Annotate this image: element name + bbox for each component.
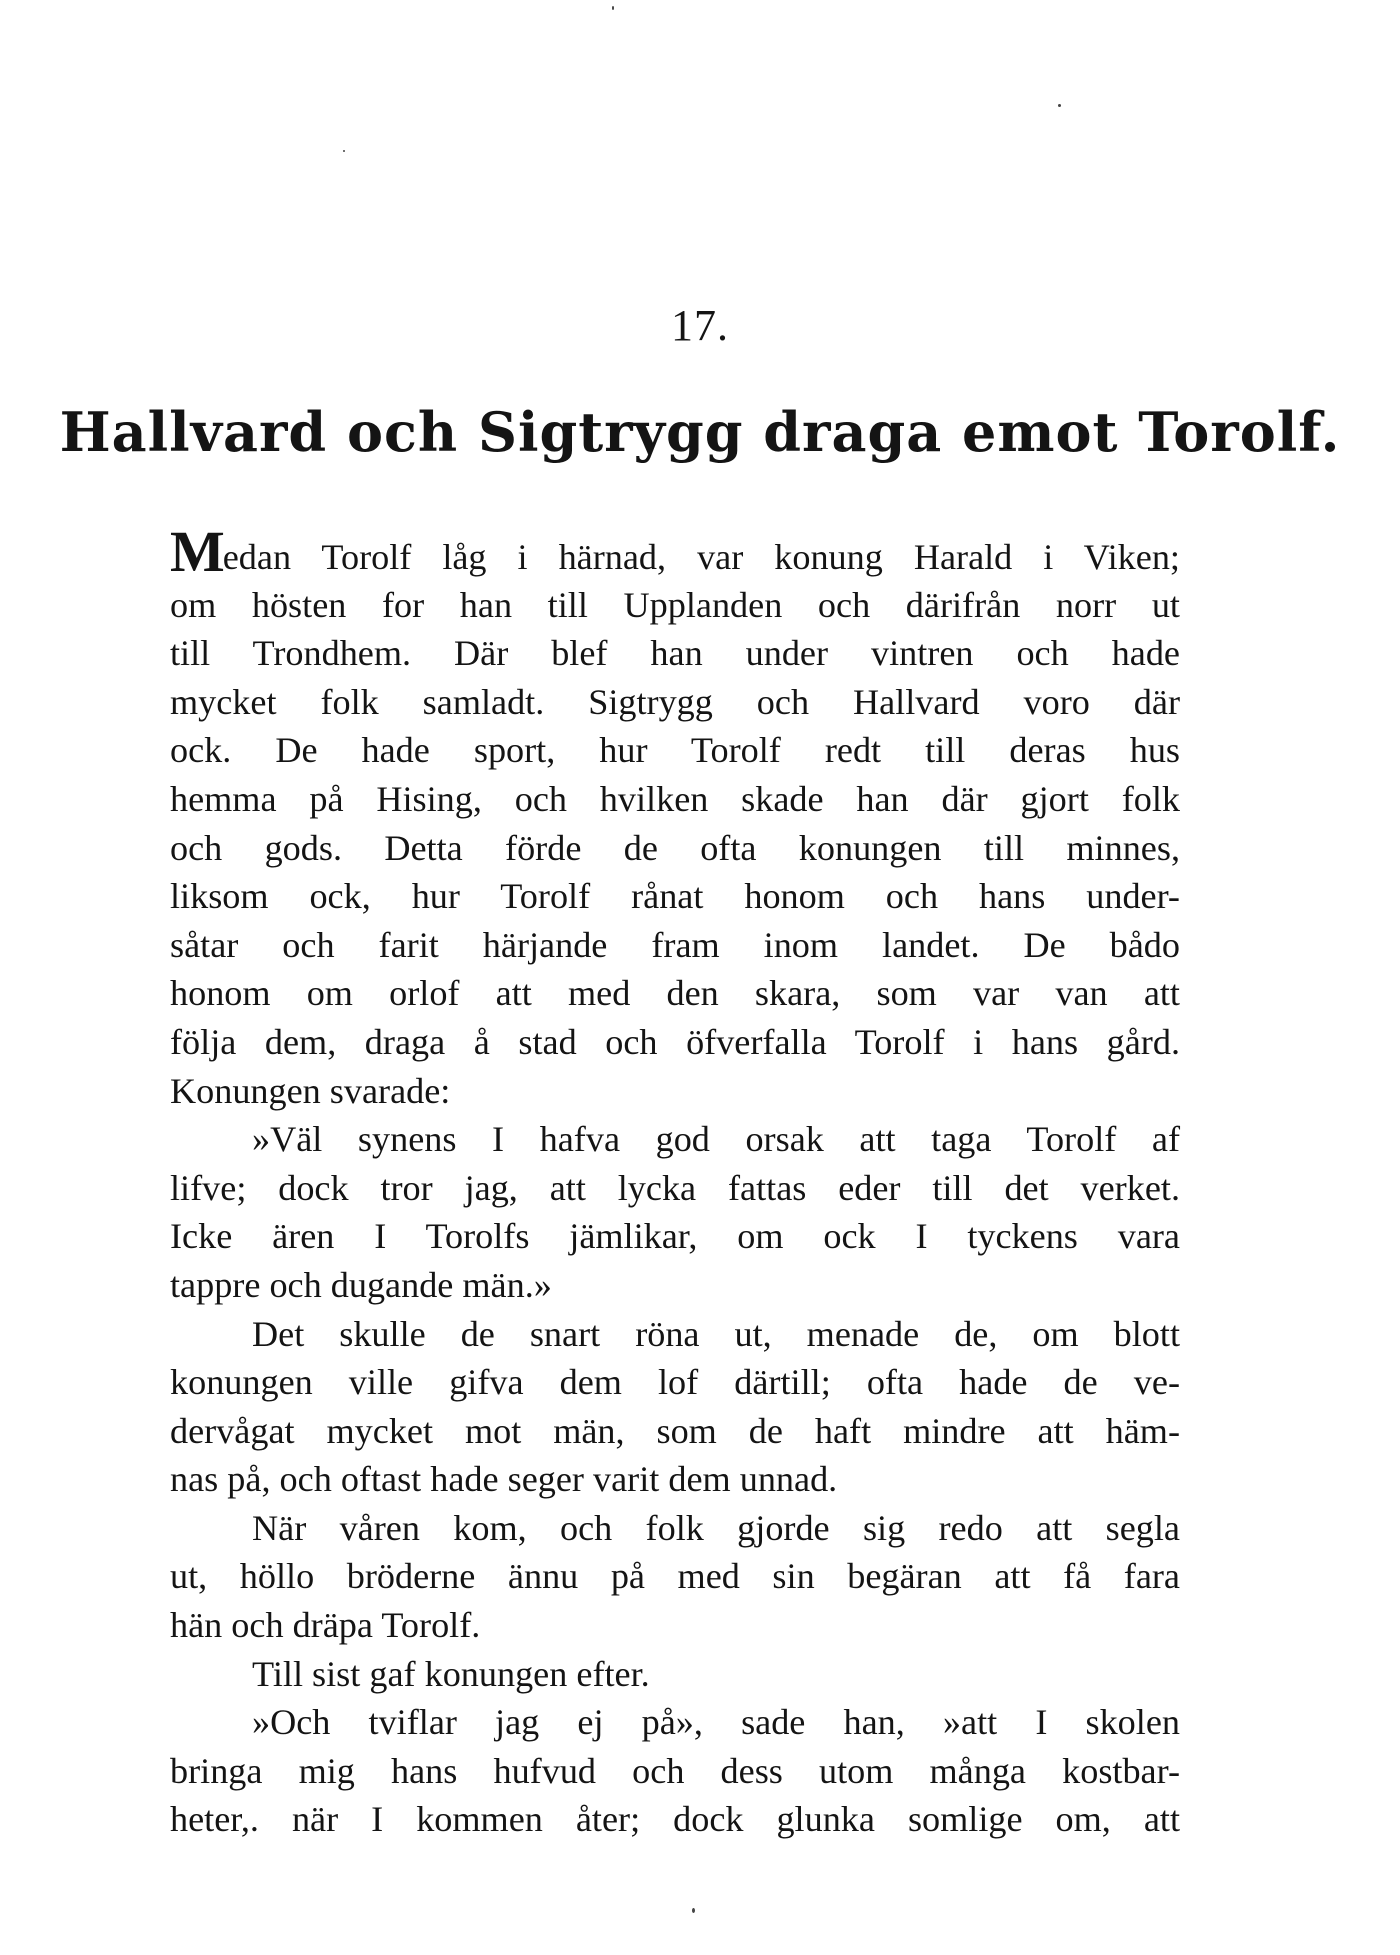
- text-line: och gods. Detta förde de ofta konungen till minnes,: [170, 827, 1180, 868]
- text-line: konungen ville gifva dem lof därtill; ofta hade de ve-: [170, 1362, 1180, 1403]
- text-line: liksom ock, hur Torolf rånat honom och hans under-: [170, 876, 1180, 917]
- text-line: om hösten for han till Upplanden och därifrån norr ut: [170, 584, 1180, 625]
- text-line: Till sist gaf konungen efter.: [252, 1653, 650, 1694]
- text-line: »Och tviflar jag ej på», sade han, »att I skolen: [252, 1702, 1180, 1743]
- text-line: bringa mig hans hufvud och dess utom många kostbar-: [170, 1750, 1180, 1791]
- chapter-number: 17.: [671, 301, 729, 350]
- text-line: dervågat mycket mot män, som de haft mindre att häm-: [170, 1410, 1180, 1451]
- drop-cap: M: [170, 519, 223, 584]
- text-line: till Trondhem. Där blef han under vintren och hade: [170, 633, 1180, 674]
- line-text: edan Torolf låg i härnad, var konung Harald i Viken;: [222, 537, 1180, 577]
- text-line: hän och dräpa Torolf.: [170, 1605, 481, 1646]
- text-line: Konungen svarade:: [170, 1070, 451, 1111]
- text-line: följa dem, draga å stad och öfverfalla Torolf i hans gård.: [170, 1021, 1180, 1062]
- text-line: mycket folk samladt. Sigtrygg och Hallvard voro där: [170, 681, 1180, 722]
- text-line: heter,. när I kommen åter; dock glunka somlige om, att: [170, 1799, 1180, 1840]
- print-speck: [612, 6, 614, 10]
- text-line: såtar och farit härjande fram inom landet. De bådo: [170, 924, 1180, 965]
- text-line: ock. De hade sport, hur Torolf redt till deras hus: [170, 730, 1180, 771]
- text-line: Icke ären I Torolfs jämlikar, om ock I tyckens vara: [170, 1216, 1180, 1257]
- text-line: tappre och dugande män.»: [170, 1264, 552, 1305]
- text-line: ut, höllo bröderne ännu på med sin begäran att få fara: [170, 1556, 1180, 1597]
- chapter-title: Hallvard och Sigtrygg draga emot Torolf.: [59, 400, 1341, 464]
- text-line: lifve; dock tror jag, att lycka fattas eder till det verket.: [170, 1167, 1180, 1208]
- print-speck: [1058, 104, 1061, 107]
- text-line: [170, 519, 1180, 584]
- text-line: När våren kom, och folk gjorde sig redo att segla: [252, 1507, 1180, 1548]
- text-line: Det skulle de snart röna ut, menade de, om blott: [252, 1313, 1180, 1354]
- text-line: »Väl synens I hafva god orsak att taga Torolf af: [252, 1119, 1180, 1160]
- text-line: hemma på Hising, och hvilken skade han där gjort folk: [170, 778, 1180, 819]
- text-line: nas på, och oftast hade seger varit dem unnad.: [170, 1459, 838, 1500]
- print-speck: [343, 150, 345, 152]
- text-line: honom om orlof att med den skara, som var van att: [170, 973, 1180, 1014]
- body-text: [170, 519, 1180, 1844]
- print-speck: [692, 1908, 695, 1913]
